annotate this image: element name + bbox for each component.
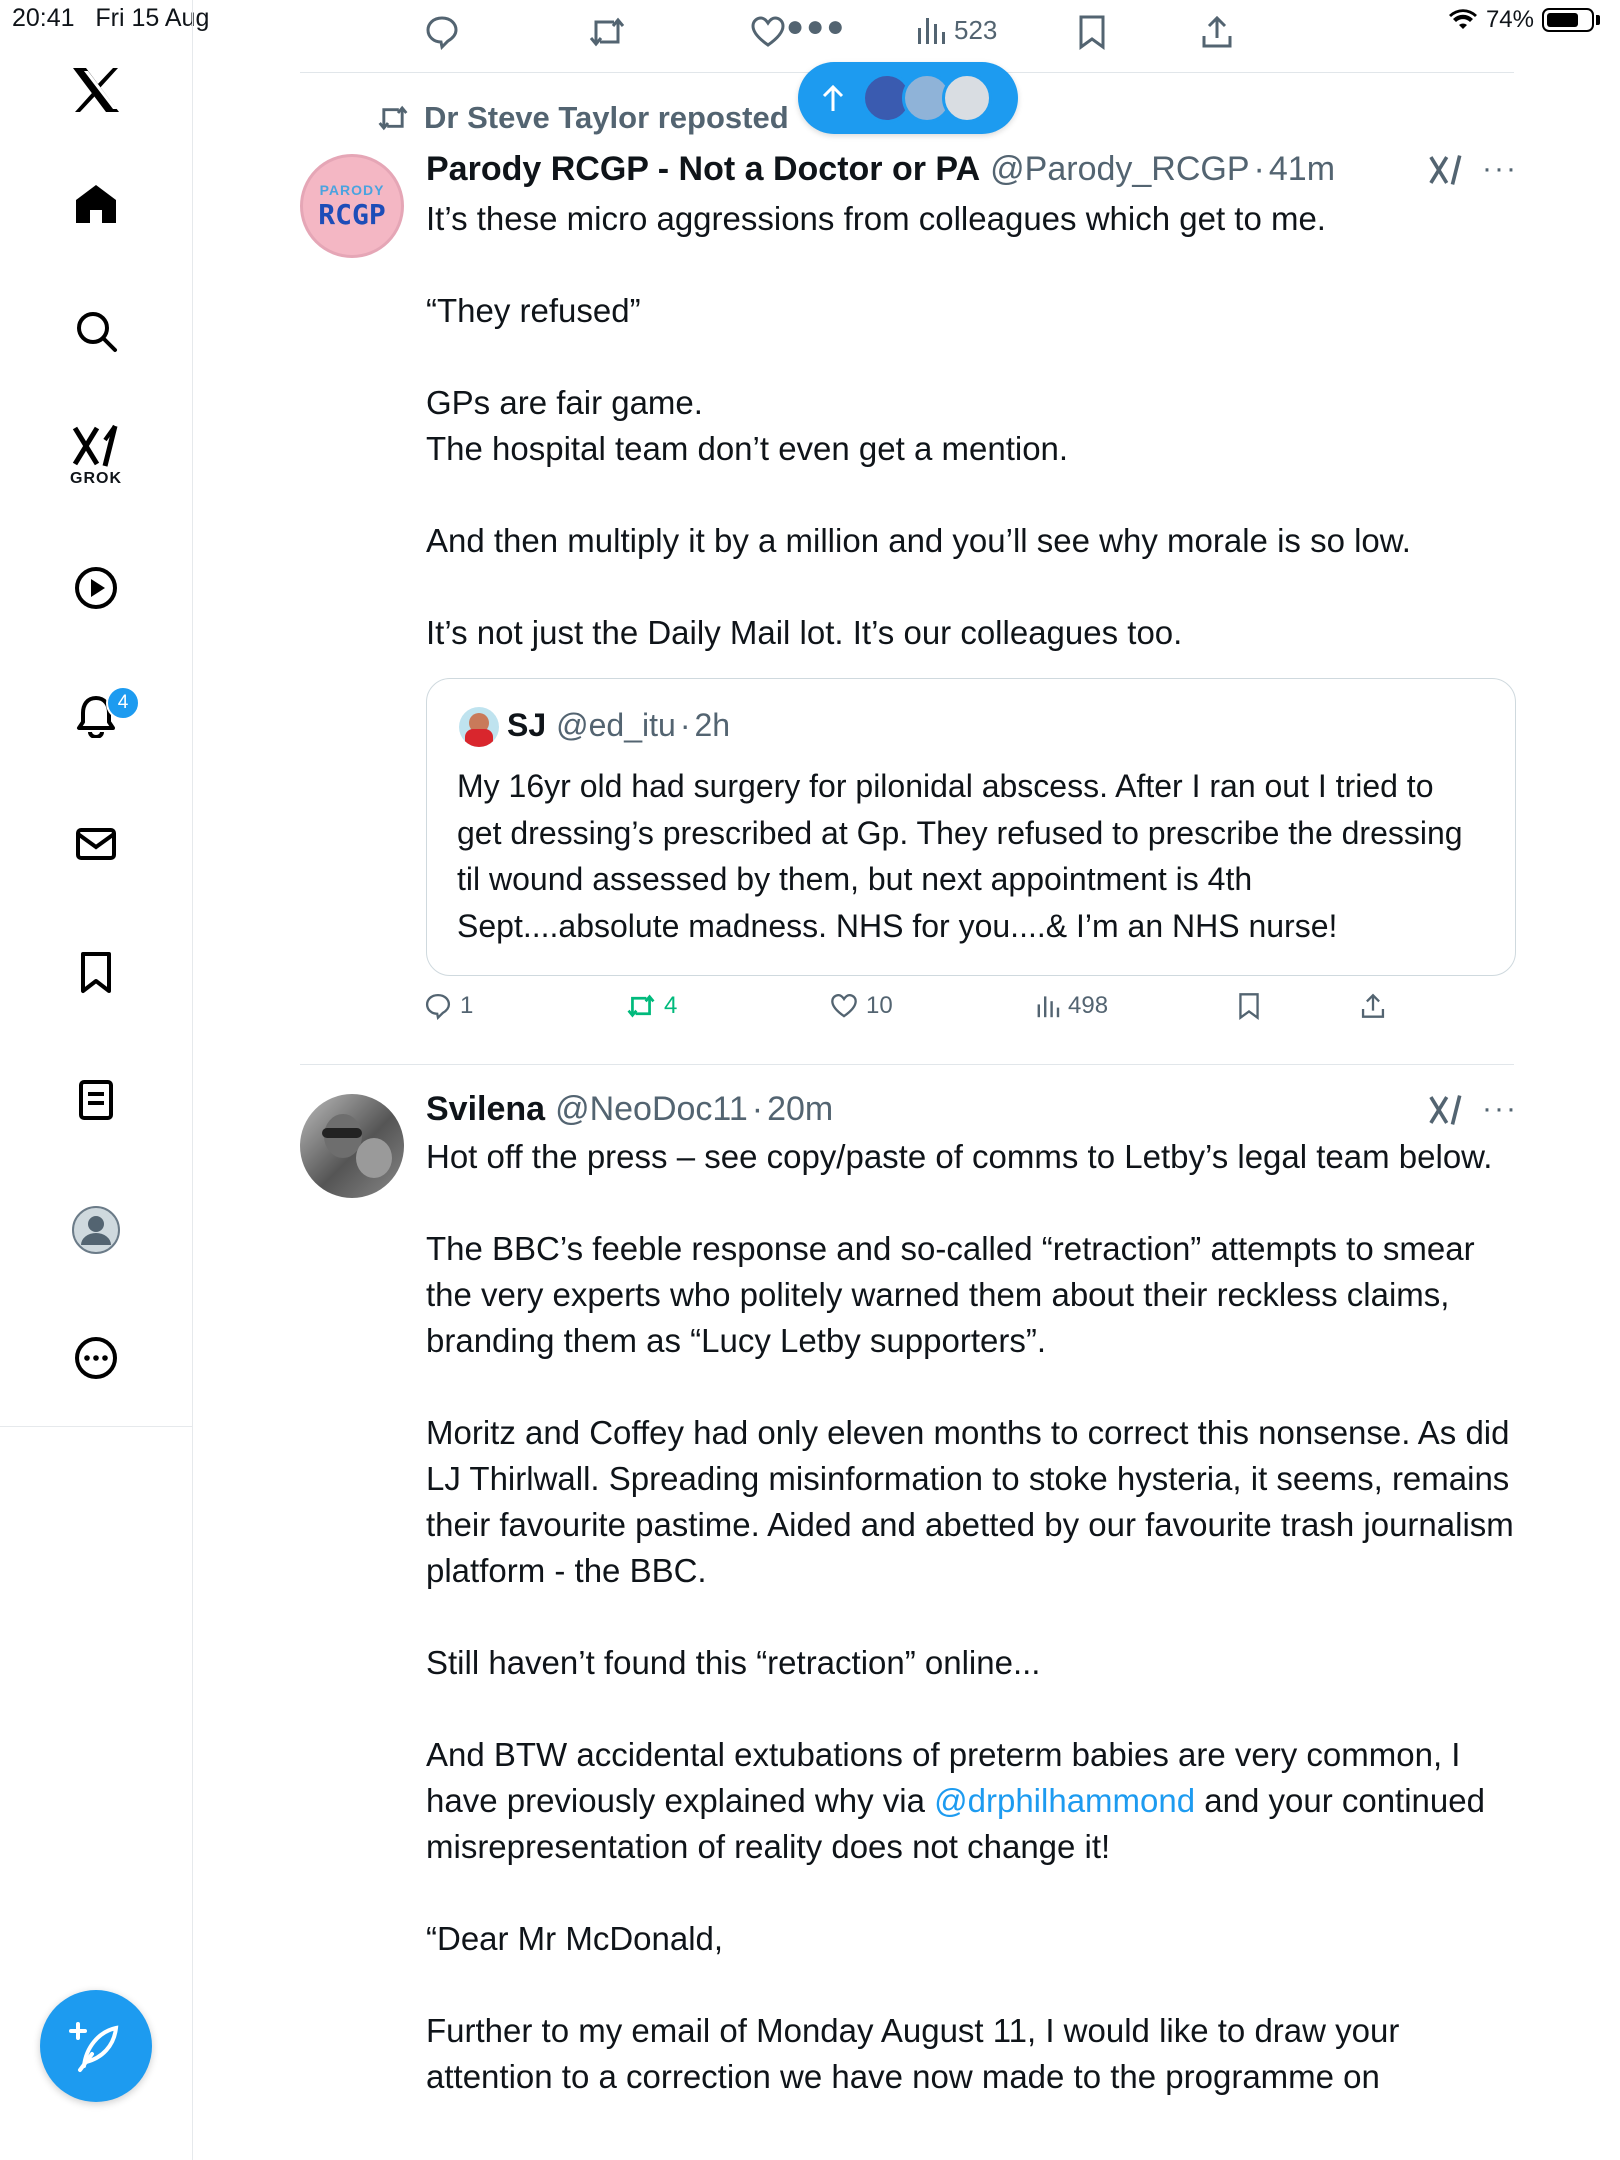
home-icon[interactable] [56,164,136,244]
repost-icon [588,14,626,50]
text-span: and your continued misrepresentation of reality does not change it! [426,1782,1495,1865]
tweet-paragraph: It’s these micro aggressions from colleagues which get to me. [426,200,1326,237]
views-count[interactable] [1036,992,1108,1020]
bookmark-small-icon [1076,14,1108,50]
tweet-paragraph [426,1732,1516,1870]
avatar-rcgp-text: RCGP [318,197,386,231]
compose-button[interactable] [40,1990,152,2102]
more-options-icon[interactable]: ··· [1482,1092,1518,1125]
grok-explain-icon[interactable] [1428,1092,1464,1128]
repost-small-icon [376,103,410,133]
reply-icon [424,992,452,1020]
tweet-paragraph: Moritz and Coffey had only eleven months to correct this nonsense. As did LJ Thirlwall. Spreading misinformation to stoke hysteria, it seems, remains their favourite pastime. Aided and abetted by our favourite trash journalism platform - the BBC. [426,1414,1523,1589]
tweet-text [426,1134,1523,2146]
mail-icon[interactable] [56,804,136,884]
like-count: 10 [866,992,893,1019]
timestamp[interactable]: 41m [1268,150,1336,188]
status-right [1448,6,1600,34]
repost-button[interactable] [626,992,677,1020]
heart-icon [830,992,858,1020]
tweet-paragraph: And then multiply it by a million and you’ll see why morale is so low. [426,522,1411,559]
quote-name: SJ [507,707,547,743]
status-time: 20:41 Fri 15 Aug [12,4,210,32]
tweet-paragraph: Still haven’t found this “retraction” online... [426,1644,1041,1681]
share-button[interactable] [1360,992,1386,1020]
tweet-paragraph: “They refused” [426,292,641,329]
views-icon [1036,993,1060,1019]
avatar-parody-text: PARODY [319,181,385,198]
grok-label: GROK [70,470,122,487]
tweet-paragraph: It’s not just the Daily Mail lot. It’s our colleagues too. [426,614,1183,651]
tweet-paragraph: Hot off the press – see copy/paste of comms to Letby’s legal team below. [426,1138,1493,1175]
text-span: And BTW accidental extubations of preterm babies are very common, I have previously explained why via [426,1736,1470,1819]
reply-icon [424,14,460,50]
repost-label-text: Dr Steve Taylor reposted [424,100,789,135]
handle[interactable]: @NeoDoc11 [555,1090,748,1128]
sidebar [0,0,193,2160]
bookmark-button[interactable] [1236,992,1262,1020]
tweet-paragraph: “Dear Mr McDonald, [426,1920,724,1957]
tweet-paragraph: Further to my email of Monday August 11, I would like to draw your attention to a correction we have now made to the programme on [426,2012,1409,2095]
tweet-header: Parody RCGP - Not a Doctor or PA @Parody_RCGP · 41m [426,150,1336,188]
reply-button[interactable] [424,992,473,1020]
tweet-paragraph: GPs are fair game. The hospital team don’t even get a mention. [426,384,1069,467]
tweet-header: Svilena @NeoDoc11 · 20m [426,1090,834,1128]
battery-percent: 74% [1485,6,1534,33]
repost-button[interactable] [588,14,626,50]
new-posts-pill[interactable] [798,62,1018,134]
share-icon [1360,992,1386,1020]
search-icon[interactable] [56,291,136,371]
heart-icon [750,14,786,50]
repost-icon [626,992,656,1020]
views-label: 498 [1068,992,1109,1019]
repost-label [376,100,789,136]
more-options-icon[interactable]: ··· [1482,152,1518,185]
bookmark-button[interactable] [1076,14,1108,50]
grok-explain-icon[interactable] [1428,152,1464,188]
timestamp[interactable]: 20m [767,1090,834,1128]
more-dots-icon: ●●● [786,10,847,43]
quoted-tweet[interactable] [426,678,1516,976]
views-icon [916,14,946,46]
avatar[interactable] [300,154,404,258]
grok-icon[interactable] [56,416,136,496]
share-button[interactable] [1200,14,1234,50]
mention-link[interactable]: @drphilhammond [934,1782,1196,1819]
compose-feather-icon [68,2018,124,2074]
x-logo-icon[interactable] [56,50,136,130]
more-icon[interactable] [56,1318,136,1398]
tweet-divider [300,1064,1514,1065]
quote-avatar [459,707,499,747]
pill-avatar [942,73,992,123]
display-name[interactable]: Parody RCGP - Not a Doctor or PA [426,150,981,188]
share-icon [1200,14,1234,50]
tweet-text [426,196,1516,702]
repost-count: 4 [664,992,678,1019]
reply-button[interactable] [424,14,460,50]
arrow-up-icon [820,83,846,113]
quote-text: My 16yr old had surgery for pilonidal abscess. After I ran out I tried to get dressing’s prescribed at Gp. They refused to prescribe the dressing til wound assessed by them, but next appointment is 4th Sept....absolute madness. NHS for you....& I’m an NHS nurse! [457,768,1463,944]
sidebar-divider [0,1426,192,1427]
list-icon[interactable] [56,1060,136,1140]
quote-handle: @ed_itu [556,707,676,743]
tweet-paragraph: The BBC’s feeble response and so-called “retraction” attempts to smear the very experts who politely warned them about their reckless claims, branding them as “Lucy Letby supporters”. [426,1230,1484,1359]
handle[interactable]: @Parody_RCGP [990,150,1250,188]
avatar[interactable] [300,1094,404,1198]
quote-time: 2h [694,707,731,743]
like-button[interactable] [750,14,786,50]
profile-icon[interactable] [56,1190,136,1270]
video-icon[interactable] [56,548,136,628]
like-button[interactable] [830,992,893,1020]
quote-header: SJ @ed_itu · 2h [507,707,731,743]
wifi-icon [1448,9,1478,31]
bookmark-small-icon [1236,992,1262,1020]
reply-count: 1 [460,992,474,1019]
views-label: 523 [954,14,998,45]
display-name[interactable]: Svilena [426,1090,546,1128]
notification-badge: 4 [106,686,140,720]
bookmark-icon[interactable] [56,932,136,1012]
views-count[interactable] [916,14,997,46]
battery-icon [1542,8,1594,32]
